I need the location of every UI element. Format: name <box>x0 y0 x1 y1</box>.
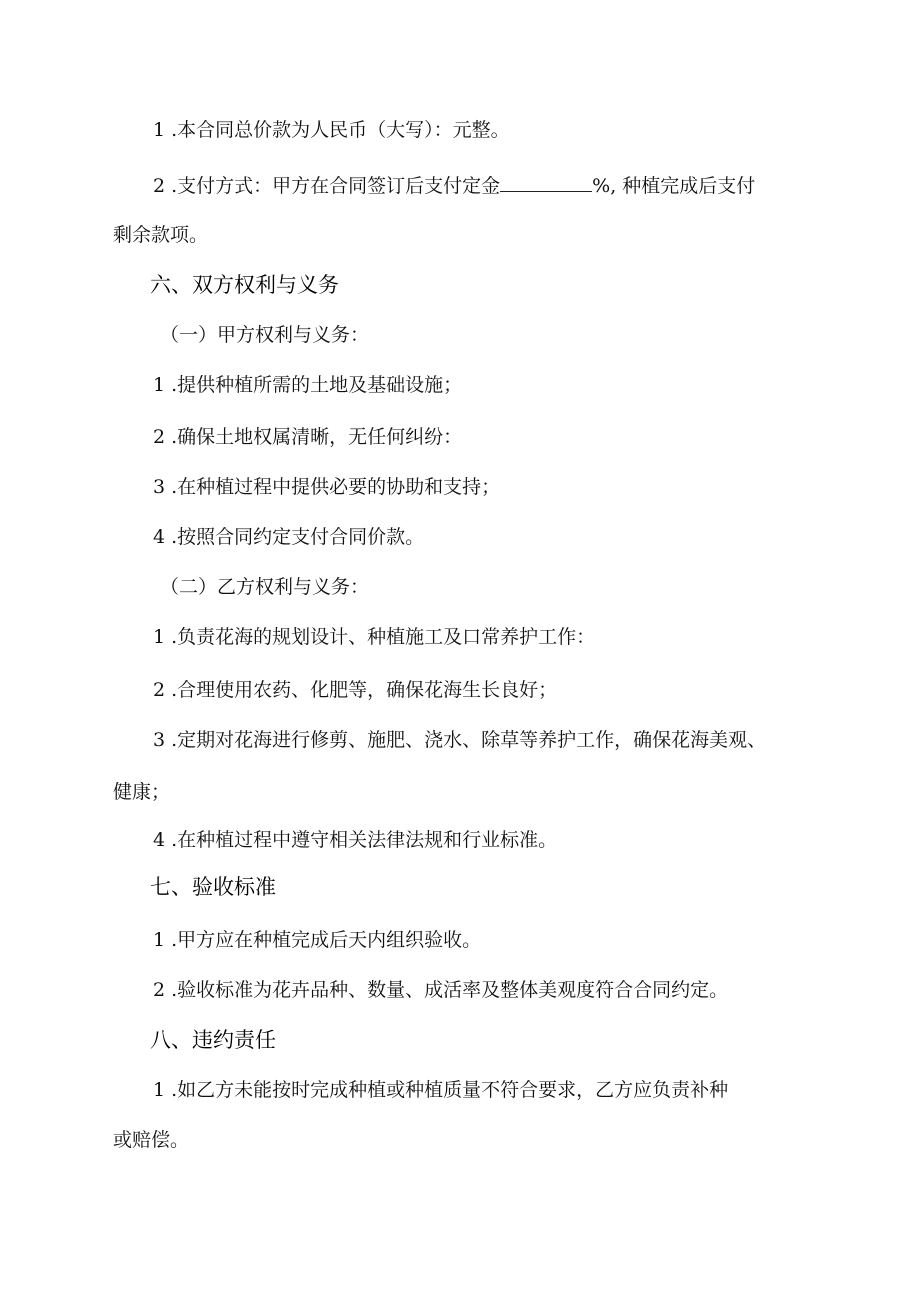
payment-item-2-text: 2 .支付方式：甲方在合同签订后支付定金 <box>153 175 501 197</box>
section-8-heading: 八、违约责任 <box>150 1028 276 1052</box>
party-a-item: 4 .按照合同约定支付合同价款。 <box>153 526 425 548</box>
acceptance-item: 1 .甲方应在种植完成后天内组织验收。 <box>153 929 482 951</box>
party-a-item: 1 .提供种植所需的土地及基础设施； <box>153 374 463 396</box>
party-b-item: 4 .在种植过程中遵守相关法律法规和行业标准。 <box>153 829 558 851</box>
payment-item-2 <box>153 173 755 198</box>
party-b-item: 1 .负责花海的规划设计、种植施工及口常养护工作： <box>153 626 596 648</box>
deposit-percent-blank <box>500 173 592 192</box>
payment-item-2-text-end: %, 种植完成后支付 <box>592 175 756 197</box>
section-6-heading: 六、双方权利与义务 <box>150 273 339 297</box>
payment-item-1: 1 .本合同总价款为人民币（大写）：元整。 <box>153 119 510 141</box>
party-a-item: 3 .在种植过程中提供必要的协助和支持； <box>153 476 501 498</box>
party-b-item: 2 .合理使用农药、化肥等，确保花海生长良好； <box>153 679 558 701</box>
section-7-heading: 七、验收标准 <box>150 875 276 899</box>
party-b-heading: （二）乙方权利与义务： <box>160 576 370 598</box>
liability-item-continued: 或赔偿。 <box>113 1129 190 1151</box>
acceptance-item: 2 .验收标准为花卉品种、数量、成活率及整体美观度符合合同约定。 <box>153 979 729 1001</box>
party-b-item: 3 .定期对花海进行修剪、施肥、浇水、除草等养护工作，确保花海美观、 <box>153 729 767 751</box>
payment-item-2-continued: 剩余款项。 <box>113 224 209 246</box>
party-a-item: 2 .确保土地权属清晰，无任何纠纷： <box>153 426 463 448</box>
party-a-heading: （一）甲方权利与义务： <box>160 324 370 346</box>
liability-item: 1 .如乙方未能按时完成种植或种植质量不符合要求，乙方应负责补种 <box>153 1079 729 1101</box>
party-b-item-continued: 健康； <box>113 781 171 803</box>
